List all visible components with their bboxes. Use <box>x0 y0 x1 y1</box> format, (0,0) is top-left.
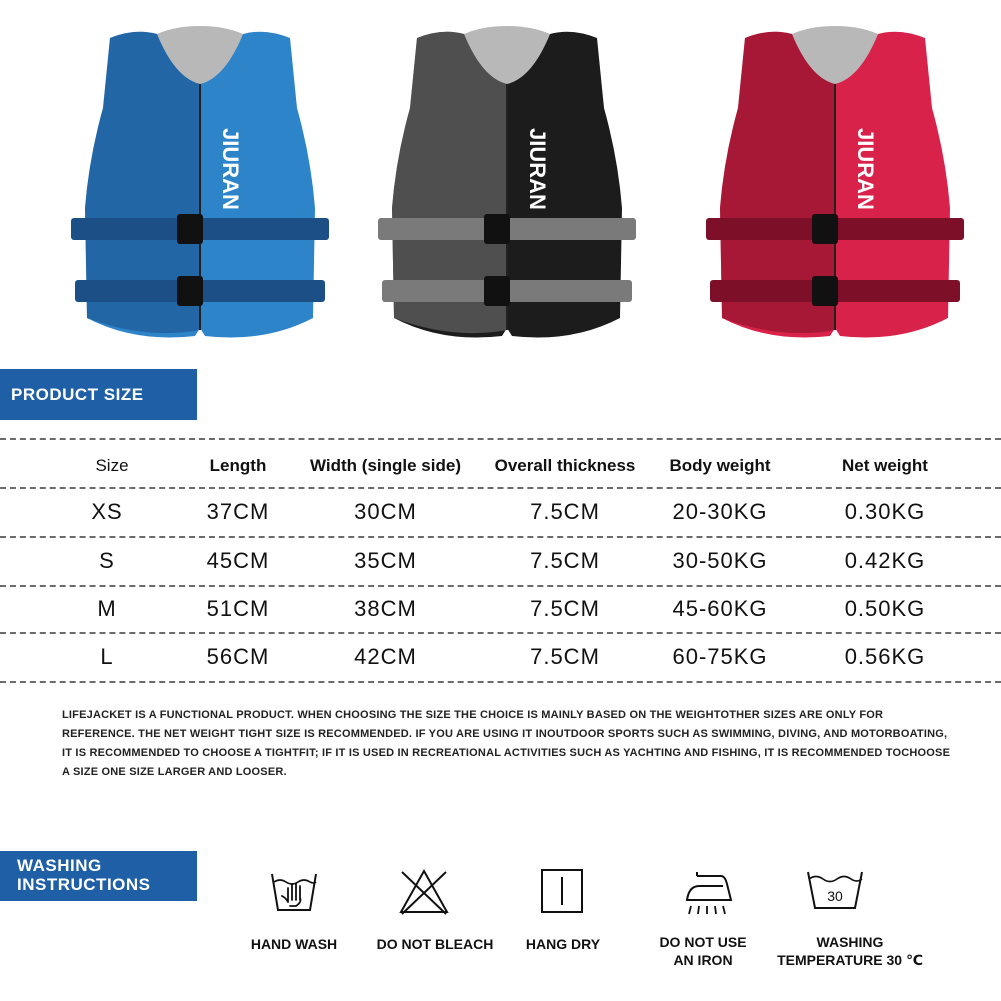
divider <box>0 536 1001 538</box>
table-cell-net-weight: 0.50KG <box>844 596 926 621</box>
divider <box>0 585 1001 587</box>
table-header-net-weight: Net weight <box>842 456 928 475</box>
table-cell-size: XS <box>91 499 123 524</box>
table-cell-length: 51CM <box>206 596 270 621</box>
table-cell-thickness: 7.5CM <box>530 644 600 669</box>
do-not-iron-icon <box>683 868 735 916</box>
table-header-thickness: Overall thickness <box>494 456 636 475</box>
table-cell-width: 35CM <box>354 548 417 573</box>
hand-wash-icon <box>270 868 318 914</box>
divider <box>0 632 1001 634</box>
life-vest-illustration <box>700 18 970 348</box>
table-cell-net-weight: 0.42KG <box>844 548 926 573</box>
wash-temperature-label: WASHING TEMPERATURE 30 ℃ <box>777 934 923 968</box>
table-cell-thickness: 7.5CM <box>530 548 600 573</box>
table-header-width: Width (single side) <box>310 456 461 475</box>
hand-wash-label: HAND WASH <box>250 936 338 952</box>
table-cell-width: 38CM <box>354 596 417 621</box>
black-vest-image <box>372 18 642 348</box>
life-vest-illustration <box>372 18 642 348</box>
table-cell-thickness: 7.5CM <box>530 596 600 621</box>
wash-30-icon <box>806 868 864 910</box>
table-cell-thickness: 7.5CM <box>530 499 600 524</box>
red-vest-image <box>700 18 970 348</box>
table-cell-width: 42CM <box>354 644 417 669</box>
table-cell-body-weight: 60-75KG <box>672 644 768 669</box>
table-header-length: Length <box>209 456 267 475</box>
life-vest-illustration <box>65 18 335 348</box>
table-cell-length: 37CM <box>206 499 270 524</box>
divider <box>0 438 1001 440</box>
table-cell-net-weight: 0.30KG <box>844 499 926 524</box>
table-cell-body-weight: 45-60KG <box>672 596 768 621</box>
hang-dry-label: HANG DRY <box>525 936 601 952</box>
table-cell-size: M <box>97 596 117 621</box>
svg-text:JIURAN: JIURAN <box>218 128 243 210</box>
wash-temp-text: 30 <box>827 888 843 904</box>
do-not-bleach-label: DO NOT BLEACH <box>376 936 494 952</box>
table-cell-size: L <box>100 644 114 669</box>
table-cell-net-weight: 0.56KG <box>844 644 926 669</box>
table-cell-width: 30CM <box>354 499 417 524</box>
table-cell-length: 56CM <box>206 644 270 669</box>
table-cell-length: 45CM <box>206 548 270 573</box>
svg-text:JIURAN: JIURAN <box>853 128 878 210</box>
blue-vest-image <box>65 18 335 348</box>
product-images <box>0 0 1001 350</box>
product-size-banner: PRODUCT SIZE <box>0 369 197 420</box>
divider <box>0 681 1001 683</box>
table-header-size: Size <box>95 456 129 475</box>
divider <box>0 487 1001 489</box>
svg-text:JIURAN: JIURAN <box>525 128 550 210</box>
size-note: LIFEJACKET IS A FUNCTIONAL PRODUCT. WHEN CHOOSING THE SIZE THE CHOICE IS MAINLY BASED ON THE WEIGHTOTHER SIZES ARE ONLY FOR REFERENCE. THE NET WEIGHT TIGHT SIZE IS RECOMMENDED. IF YOU ARE USING IT INOUTDOOR SPORTS SUCH AS SWIMMING, DIVING, AND MOTORBOATING, IT IS RECOMMENDED TO CHOOSE A TIGHTFIT; IF IT IS USED IN RECREATIONAL ACTIVITIES SUCH AS YACHTING AND FISHING, IT IS RECOMMENDED TOCHOOSE A SIZE ONE SIZE LARGER AND LOOSER. <box>62 709 951 778</box>
hang-dry-icon <box>540 868 584 914</box>
table-cell-size: S <box>99 548 115 573</box>
table-cell-body-weight: 30-50KG <box>672 548 768 573</box>
table-header-body-weight: Body weight <box>669 456 771 475</box>
do-not-iron-label: DO NOT USE AN IRON <box>659 934 747 968</box>
washing-instructions-banner: WASHING INSTRUCTIONS <box>0 851 197 901</box>
do-not-bleach-icon <box>398 868 450 916</box>
table-cell-body-weight: 20-30KG <box>672 499 768 524</box>
